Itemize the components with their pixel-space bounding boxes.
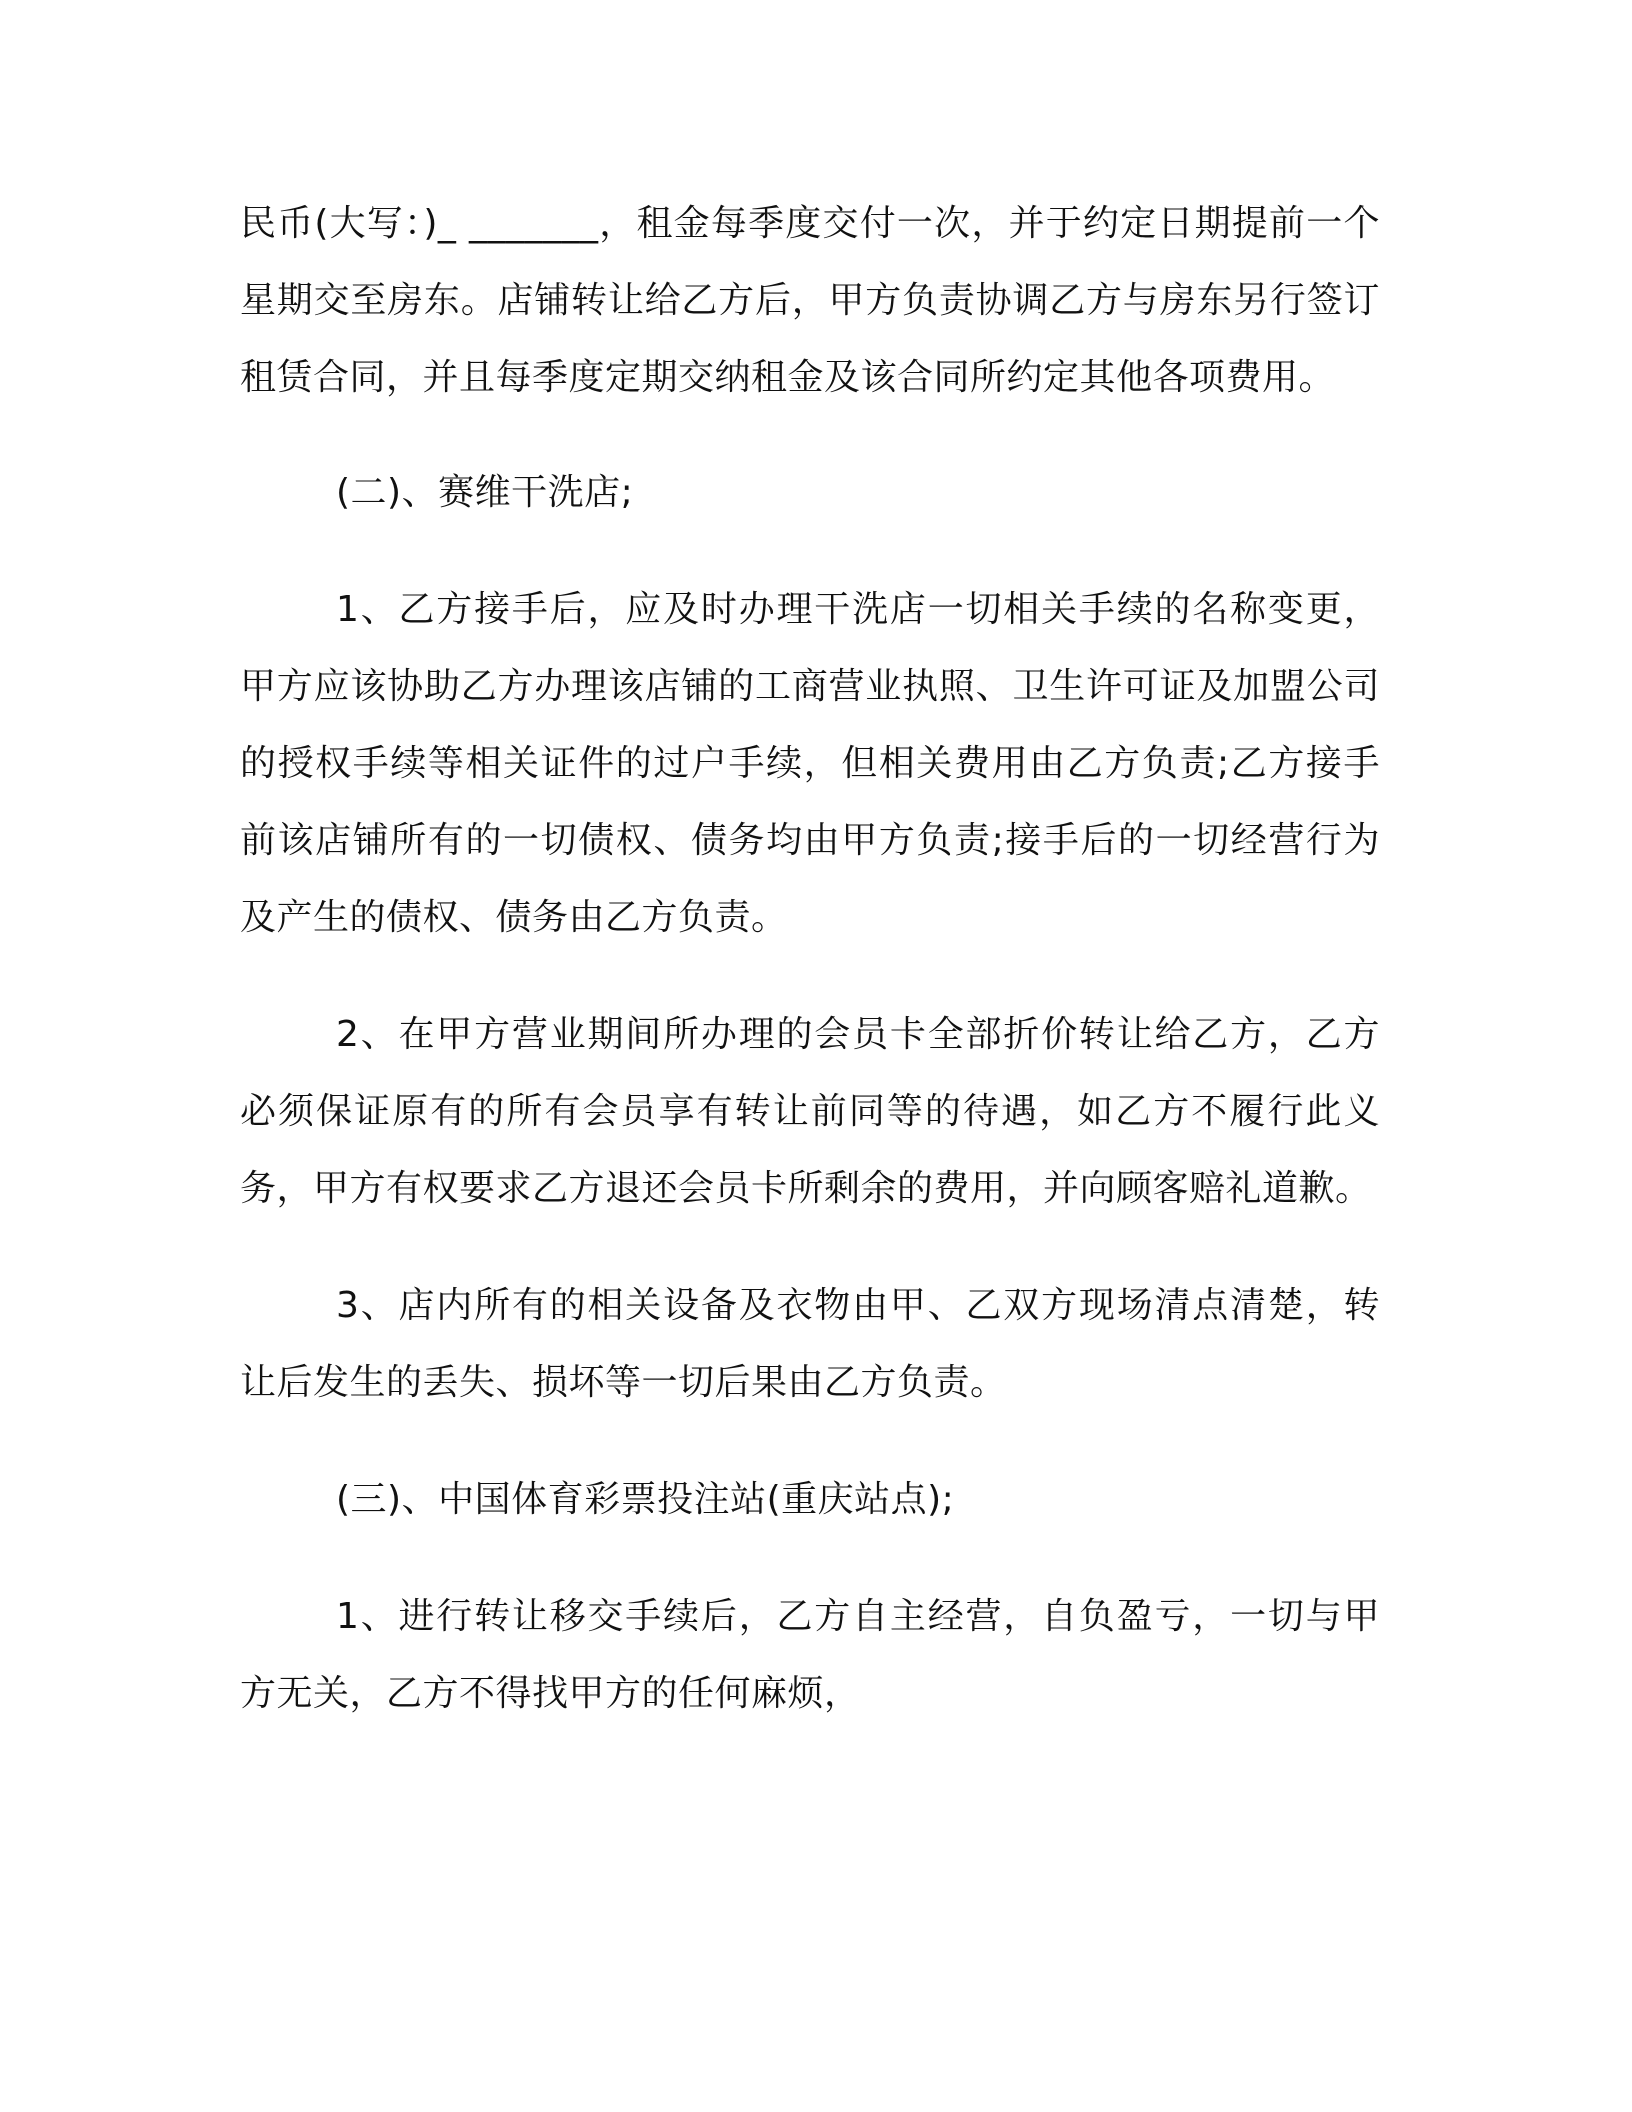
section-heading-lottery-station: (三)、中国体育彩票投注站(重庆站点); (336, 1479, 955, 1520)
paragraph-dry-cleaner-clause-1: 1、乙方接手后，应及时办理干洗店一切相关手续的名称变更，甲方应该协助乙方办理该店铺的工商营业执照、卫生许可证及加盟公司的授权手续等相关证件的过户手续，但相关费用由乙方负责;乙方接手前该店铺所有的一切债权、债务均由甲方负责;接手后的一切经营行为及产生的债权、债务由乙方负责。 (240, 589, 1380, 938)
paragraph-dry-cleaner-clause-3: 3、店内所有的相关设备及衣物由甲、乙双方现场清点清楚，转让后发生的丢失、损坏等一切后果由乙方负责。 (240, 1285, 1380, 1403)
paragraph-dry-cleaner-clause-2: 2、在甲方营业期间所办理的会员卡全部折价转让给乙方，乙方必须保证原有的所有会员享有转让前同等的待遇，如乙方不履行此义务，甲方有权要求乙方退还会员卡所剩余的费用，并向顾客赔礼道歉。 (240, 1014, 1380, 1209)
section-heading-dry-cleaner: (二)、赛维干洗店; (336, 472, 634, 513)
paragraph-rent-terms: 民币(大写：)_ _______，租金每季度交付一次，并于约定日期提前一个星期交至房东。店铺转让给乙方后，甲方负责协调乙方与房东另行签订租赁合同，并且每季度定期交纳租金及该合同所约定其他各项费用。 (240, 203, 1380, 398)
paragraph-lottery-clause-1: 1、进行转让移交手续后，乙方自主经营，自负盈亏，一切与甲方无关，乙方不得找甲方的任何麻烦， (240, 1596, 1380, 1714)
document-body (240, 185, 1380, 1772)
